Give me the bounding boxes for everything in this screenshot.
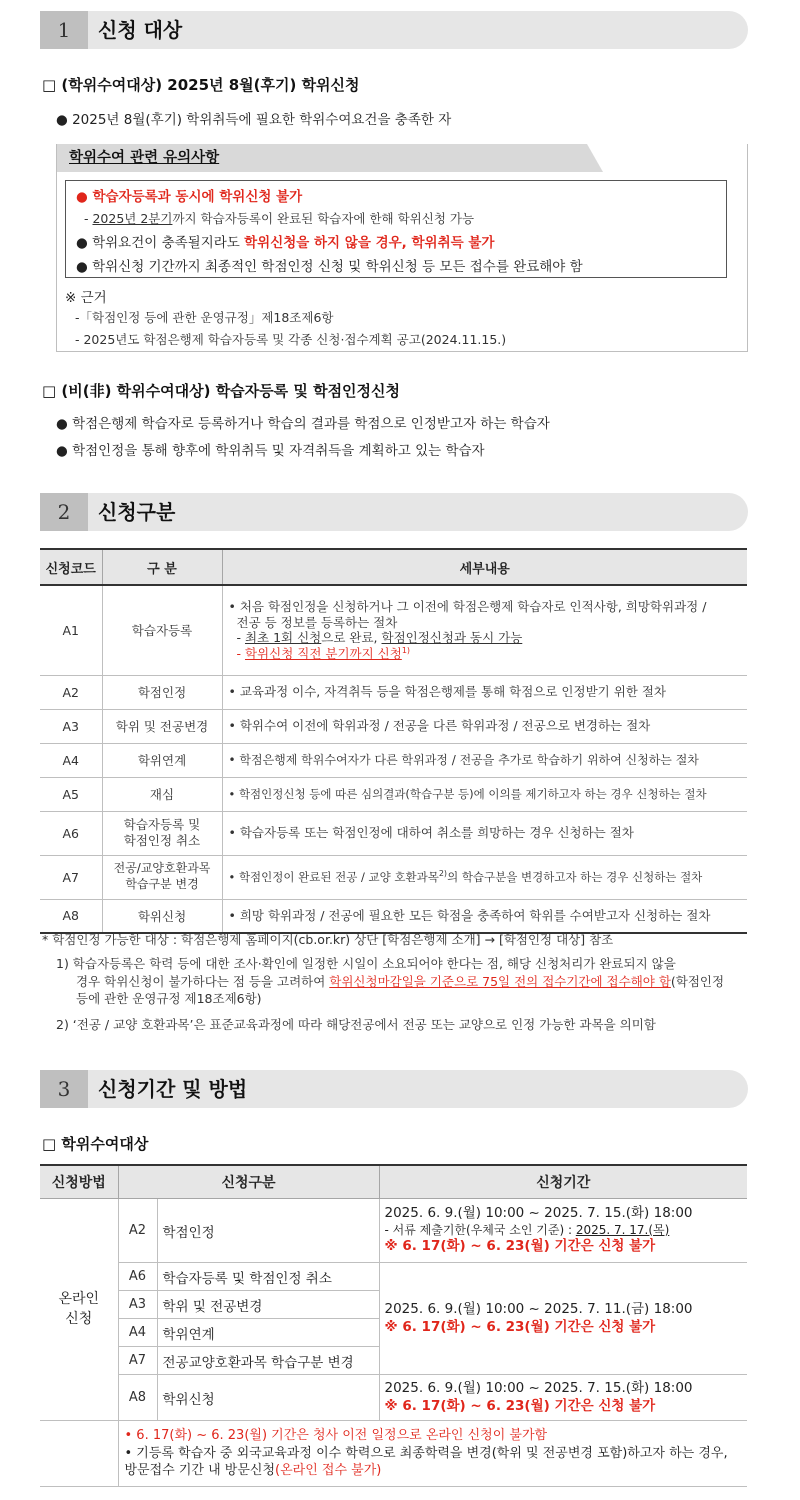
col-header-type: 구 분 bbox=[102, 549, 222, 585]
basis-label: ※ 근거 bbox=[65, 290, 107, 306]
table-row bbox=[40, 585, 747, 675]
period-cell: 2025. 6. 9.(월) 10:00 ~ 2025. 7. 15.(화) 18:00 - 서류 제출기한(우체국 소인 기준) : 2025. 7. 17.(목) ※ 6. 17(화) ~ 6. 23(월) 기간은 신청 불가 bbox=[379, 1199, 747, 1263]
row-name: 전공교양호환과목 학습구분 변경 bbox=[157, 1347, 379, 1375]
period-cell: 2025. 6. 9.(월) 10:00 ~ 2025. 7. 15.(화) 18:00 ※ 6. 17(화) ~ 6. 23(월) 기간은 신청 불가 bbox=[379, 1375, 747, 1421]
section-number: 3 bbox=[40, 1070, 88, 1108]
col-header-method: 신청방법 bbox=[40, 1165, 118, 1199]
bullet-item: ● 학점인정을 통해 향후에 학위취득 및 자격취득을 계획하고 있는 학습자 bbox=[56, 443, 485, 459]
row-code: A7 bbox=[40, 855, 102, 899]
method-cell-continued bbox=[40, 1421, 118, 1487]
notice-line-2: - 2025년 2분기까지 학습자등록이 완료된 학습자에 한해 학위신청 가능 bbox=[84, 211, 475, 226]
bullet-item: ● 학점은행제 학습자로 등록하거나 학습의 결과를 학점으로 인정받고자 하는 학습자 bbox=[56, 416, 550, 432]
row-code: A4 bbox=[118, 1319, 157, 1347]
row-code: A1 bbox=[40, 585, 102, 675]
row-detail: • 학점인정신청 등에 따른 심의결과(학습구분 등)에 이의를 제기하고자 하는 경우 신청하는 절차 bbox=[222, 777, 747, 811]
col-header-period: 신청기간 bbox=[379, 1165, 747, 1199]
bullet-item: ● 2025년 8월(후기) 학위취득에 필요한 학위수여요건을 충족한 자 bbox=[56, 112, 452, 128]
notice-title: 학위수여 관련 유의사항 bbox=[69, 150, 220, 166]
table-row bbox=[40, 1263, 747, 1291]
col-header-code: 신청코드 bbox=[40, 549, 102, 585]
section-title: 신청기간 및 방법 bbox=[98, 1077, 248, 1101]
row-detail: • 희망 학위과정 / 전공에 필요한 모든 학점을 충족하여 학위를 수여받고자 신청하는 절차 bbox=[222, 899, 747, 933]
table-header-row bbox=[40, 549, 747, 585]
notice-inner-box bbox=[65, 180, 727, 278]
table-row bbox=[40, 743, 747, 777]
row-detail: • 처음 학점인정을 신청하거나 그 이전에 학점은행제 학습자로 인적사항, 희망학위과정 / 전공 등 정보를 등록하는 절차 - 최초 1회 신청으로 완료, 학점인정신청과 동시 가능 - 학위신청 직전 분기까지 신청$^{1)}$ bbox=[222, 585, 747, 675]
section-number: 2 bbox=[40, 493, 88, 531]
subheading-non-degree: □ (비(非) 학위수여대상) 학습자등록 및 학점인정신청 bbox=[42, 382, 401, 400]
row-type: 전공/교양호환과목 학습구분 변경 bbox=[102, 855, 222, 899]
table-row bbox=[40, 1375, 747, 1421]
basis-item-2: - 2025년도 학점은행제 학습자등록 및 각종 신청·접수계획 공고(2024.11.15.) bbox=[75, 332, 507, 347]
row-type: 학점인정 bbox=[102, 675, 222, 709]
row-name: 학습자등록 및 학점인정 취소 bbox=[157, 1263, 379, 1291]
table-row bbox=[40, 855, 747, 899]
row-detail: • 학점은행제 학위수여자가 다른 학위과정 / 전공을 추가로 학습하기 위하여 신청하는 절차 bbox=[222, 743, 747, 777]
table-header-row bbox=[40, 1165, 747, 1199]
row-code: A8 bbox=[118, 1375, 157, 1421]
section-header-1 bbox=[40, 11, 748, 49]
notice-line-4: ● 학위신청 기간까지 최종적인 학점인정 신청 및 학위신청 등 모든 접수를 완료해야 함 bbox=[76, 259, 583, 275]
row-type: 학위연계 bbox=[102, 743, 222, 777]
footnote-2: 2) ‘전공 / 교양 호환과목’은 표준교육과정에 따라 해당전공에서 전공 또는 교양으로 인정 가능한 과목을 의미함 bbox=[56, 1017, 656, 1032]
table-row bbox=[40, 899, 747, 933]
footnote-1: 1) 학습자등록은 학력 등에 대한 조사·확인에 일정한 시일이 소요되어야 한다는 점, 해당 신청처리가 완료되지 않을 경우 학위신청이 불가하다는 점 등을 고려하여 학위신청마감일을 기준으로 75일 전의 접수기간에 접수해야 함(학점인정 등에 관한 운영규정 제18조제6항) bbox=[56, 956, 725, 1006]
table-row bbox=[40, 1421, 747, 1487]
row-type: 학습자등록 및 학점인정 취소 bbox=[102, 811, 222, 855]
row-type: 재심 bbox=[102, 777, 222, 811]
application-types-table bbox=[40, 548, 747, 934]
notes-cell: • 6. 17(화) ~ 6. 23(월) 기간은 청사 이전 일정으로 온라인 신청이 불가함 • 기등록 학습자 중 외국교육과정 이수 학력으로 최종학력을 변경(학위 및 전공변경 포함)하고자 하는 경우, 방문접수 기간 내 방문신청(온라인 접수 불가) bbox=[118, 1421, 747, 1487]
period-cell: 2025. 6. 9.(월) 10:00 ~ 2025. 7. 11.(금) 18:00 ※ 6. 17(화) ~ 6. 23(월) 기간은 신청 불가 bbox=[379, 1263, 747, 1375]
row-code: A5 bbox=[40, 777, 102, 811]
row-code: A6 bbox=[40, 811, 102, 855]
notice-box bbox=[56, 144, 748, 352]
row-detail: • 교육과정 이수, 자격취득 등을 학점은행제를 통해 학점으로 인정받기 위한 절차 bbox=[222, 675, 747, 709]
row-code: A3 bbox=[40, 709, 102, 743]
method-cell: 온라인 신청 bbox=[40, 1199, 118, 1421]
row-code: A8 bbox=[40, 899, 102, 933]
row-detail: • 학위수여 이전에 학위과정 / 전공을 다른 학위과정 / 전공으로 변경하는 절차 bbox=[222, 709, 747, 743]
basis-item-1: -「학점인정 등에 관한 운영규정」제18조제6항 bbox=[75, 310, 334, 325]
row-name: 학위신청 bbox=[157, 1375, 379, 1421]
table-row bbox=[40, 777, 747, 811]
table-row bbox=[40, 709, 747, 743]
row-detail: • 학점인정이 완료된 전공 / 교양 호환과목$^{2)}$의 학습구분을 변경하고자 하는 경우 신청하는 절차 bbox=[222, 855, 747, 899]
col-header-type: 신청구분 bbox=[118, 1165, 379, 1199]
row-type: 학위 및 전공변경 bbox=[102, 709, 222, 743]
row-detail: • 학습자등록 또는 학점인정에 대하여 취소를 희망하는 경우 신청하는 절차 bbox=[222, 811, 747, 855]
table-row bbox=[40, 811, 747, 855]
row-code: A4 bbox=[40, 743, 102, 777]
notice-tab-corner bbox=[587, 144, 603, 172]
row-name: 학점인정 bbox=[157, 1199, 379, 1263]
section-number: 1 bbox=[40, 11, 88, 49]
footnote-target: * 학점인정 가능한 대상 : 학점은행제 홈페이지(cb.or.kr) 상단 [학점은행제 소개] → [학점인정 대상] 참조 bbox=[42, 932, 614, 947]
section-header-2 bbox=[40, 493, 748, 531]
section-title: 신청구분 bbox=[98, 500, 176, 524]
row-name: 학위연계 bbox=[157, 1319, 379, 1347]
table-row bbox=[40, 1199, 747, 1263]
row-code: A6 bbox=[118, 1263, 157, 1291]
section-title: 신청 대상 bbox=[98, 18, 183, 42]
row-code: A3 bbox=[118, 1291, 157, 1319]
subheading-degree-target: □ (학위수여대상) 2025년 8월(후기) 학위신청 bbox=[42, 76, 360, 94]
row-code: A2 bbox=[118, 1199, 157, 1263]
row-type: 학위신청 bbox=[102, 899, 222, 933]
row-code: A2 bbox=[40, 675, 102, 709]
row-name: 학위 및 전공변경 bbox=[157, 1291, 379, 1319]
section-header-3 bbox=[40, 1070, 748, 1108]
notice-line-1: ● 학습자등록과 동시에 학위신청 불가 bbox=[76, 189, 303, 205]
row-type: 학습자등록 bbox=[102, 585, 222, 675]
table-row bbox=[40, 675, 747, 709]
subheading-degree-applicants: □ 학위수여대상 bbox=[42, 1135, 149, 1153]
row-code: A7 bbox=[118, 1347, 157, 1375]
notice-line-3: ● 학위요건이 충족될지라도 학위신청을 하지 않을 경우, 학위취득 불가 bbox=[76, 235, 495, 251]
application-period-table bbox=[40, 1164, 747, 1487]
col-header-detail: 세부내용 bbox=[222, 549, 747, 585]
